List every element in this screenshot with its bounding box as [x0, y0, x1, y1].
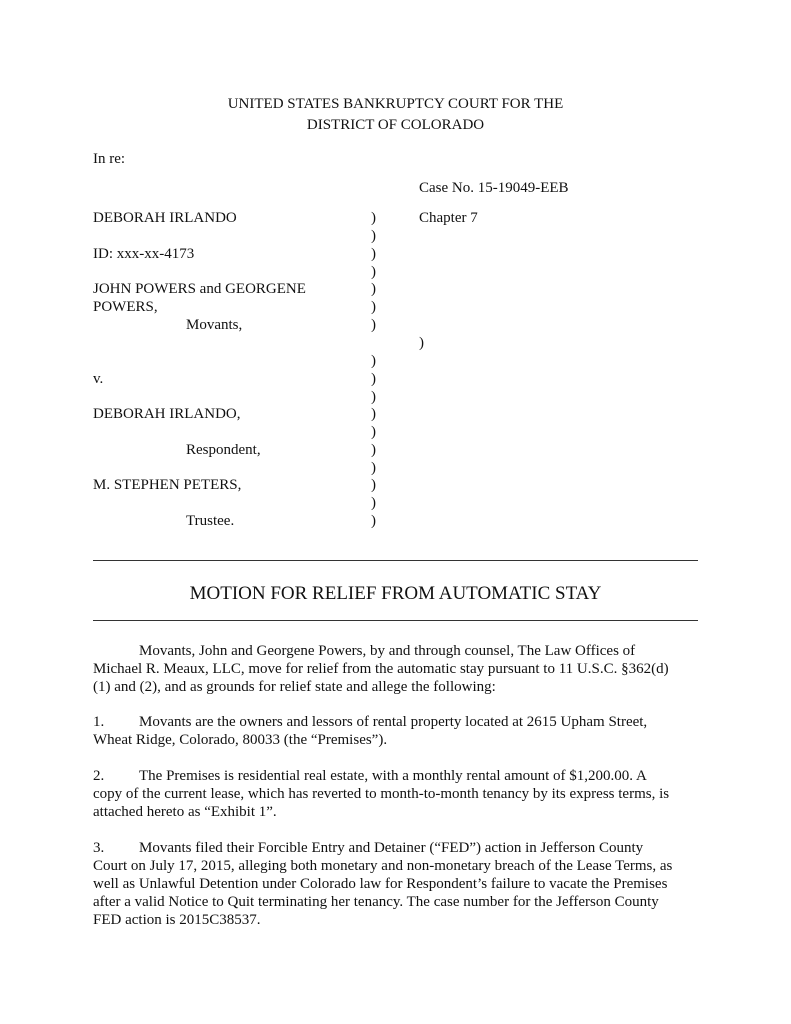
- caption-paren: ): [371, 371, 376, 387]
- caption-paren: ): [371, 299, 376, 315]
- court-name-line1: UNITED STATES BANKRUPTCY COURT FOR THE: [227, 96, 564, 112]
- paragraph-line: The Premises is residential real estate, with a monthly rental amount of $1,200.00. A: [139, 768, 647, 784]
- caption-paren: ): [371, 460, 376, 476]
- title-rule-top: [93, 560, 698, 561]
- paragraph-line: Movants are the owners and lessors of rental property located at 2615 Upham Street,: [139, 714, 648, 730]
- paragraph-line: well as Unlawful Detention under Colorado law for Respondent’s failure to vacate the Premises: [93, 876, 668, 892]
- caption-paren: ): [371, 495, 376, 511]
- trustee-name: M. STEPHEN PETERS,: [93, 477, 242, 493]
- caption-paren: ): [371, 246, 376, 262]
- caption-paren: ): [371, 317, 376, 333]
- caption-paren: ): [371, 281, 376, 297]
- paragraph-line: copy of the current lease, which has reverted to month-to-month tenancy by its express terms, is: [93, 786, 670, 802]
- intro-line: Michael R. Meaux, LLC, move for relief from the automatic stay pursuant to 11 U.S.C. §362(d): [93, 661, 669, 677]
- intro-line: (1) and (2), and as grounds for relief state and allege the following:: [93, 679, 496, 695]
- paragraph-line: attached hereto as “Exhibit 1”.: [93, 804, 277, 820]
- intro-paragraph: [93, 642, 698, 696]
- paragraph-number: 3.: [93, 840, 105, 856]
- intro-line: Movants, John and Georgene Powers, by and through counsel, The Law Offices of: [139, 643, 636, 659]
- paragraph-line: Court on July 17, 2015, alleging both monetary and non-monetary breach of the Lease Terms, as: [93, 858, 673, 874]
- paragraph-number: 1.: [93, 714, 105, 730]
- caption-paren: ): [371, 477, 376, 493]
- debtor-name: DEBORAH IRLANDO: [93, 210, 237, 226]
- caption-paren: ): [371, 353, 376, 369]
- versus: v.: [93, 371, 104, 387]
- chapter: Chapter 7: [419, 210, 478, 226]
- trustee-role: Trustee.: [186, 513, 235, 529]
- paragraph-line: Wheat Ridge, Colorado, 80033 (the “Premises”).: [93, 732, 388, 748]
- caption-paren: ): [371, 228, 376, 244]
- movants-role: Movants,: [186, 317, 243, 333]
- debtor-id: ID: xxx-xx-4173: [93, 246, 195, 262]
- paragraph-2: [93, 767, 698, 821]
- motion-title: MOTION FOR RELIEF FROM AUTOMATIC STAY: [189, 583, 602, 604]
- paragraph-1: [93, 713, 698, 749]
- paragraph-line: Movants filed their Forcible Entry and Detainer (“FED”) action in Jefferson County: [139, 840, 644, 856]
- caption-paren: ): [371, 406, 376, 422]
- paragraph-3: [93, 839, 698, 929]
- movants-name-line2: POWERS,: [93, 299, 158, 315]
- respondent-role: Respondent,: [186, 442, 261, 458]
- caption-paren-right: ): [419, 335, 424, 351]
- title-rule-bottom: [93, 620, 698, 621]
- caption-paren: ): [371, 513, 376, 529]
- caption-paren: ): [371, 264, 376, 280]
- paragraph-number: 2.: [93, 768, 105, 784]
- court-name-line2: DISTRICT OF COLORADO: [306, 117, 485, 133]
- respondent-name: DEBORAH IRLANDO,: [93, 406, 241, 422]
- caption-paren: ): [371, 424, 376, 440]
- case-number: Case No. 15-19049-EEB: [419, 180, 569, 196]
- caption-paren: ): [371, 210, 376, 226]
- caption-paren: ): [371, 442, 376, 458]
- paragraph-line: after a valid Notice to Quit terminating her tenancy. The case number for the Jefferson County: [93, 894, 659, 910]
- movants-name-line1: JOHN POWERS and GEORGENE: [93, 281, 306, 297]
- paragraph-line: FED action is 2015C38537.: [93, 912, 261, 928]
- in-re-label: In re:: [93, 151, 126, 167]
- caption-paren: ): [371, 389, 376, 405]
